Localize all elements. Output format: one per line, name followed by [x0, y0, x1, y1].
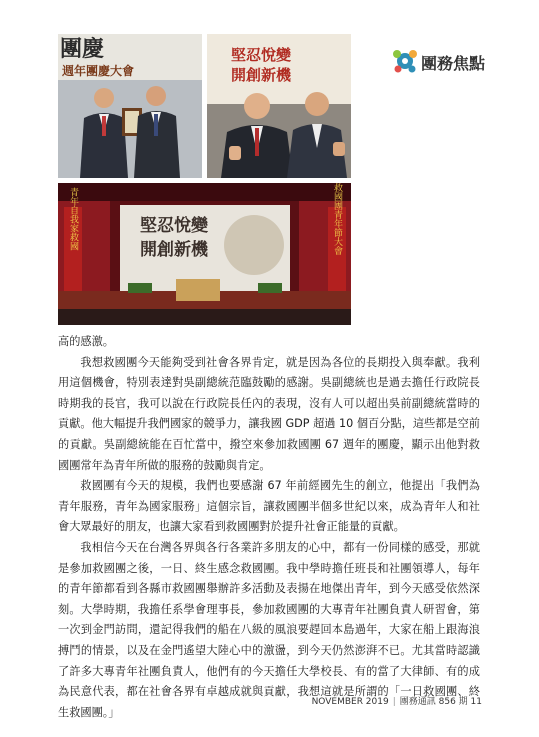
paragraph-2: 我想救國團今天能夠受到社會各界肯定，就是因為各位的長期投入與奉獻。我利用這個機會，特別表達對吳副總統范臨鼓勵的感謝。吳副總統也是過去擔任行政院長時期我的長官，我可以說在行政院長任內的表現，沒有人可以超出吳前副總統當時的貢獻。他大幅提升我們國家的競爭力，讓我國 GDP 超過 10 個百分點，這些都是空前的貢獻。吳副總統能在百忙當中，撥空來參加救國團 67 週年的團慶，顯示出他對救國團常年為青年所做的服務的鼓勵與肯定。: [58, 355, 480, 472]
paragraph-1: 高的感激。: [58, 335, 114, 348]
paragraph-4: 我相信今天在台灣各界與各行各業許多朋友的心中，都有一份同樣的感受，那就是參加救國團之後，一日、終生感念救國團。我中學時擔任班長和社團領導人，每年的青年節都看到各縣市救國團舉辦許多活動及表揚在地傑出青年，到今天感受依然深刻。大學時期，我擔任系學會理事長，參加救國團的大專青年社團負責人研習會，第一次到金門訪問，還記得我們的船在八級的風浪要趕回本島過年，大家在船上跟海浪搏鬥的情景，以及在金門遙望大陸心中的激盪，到今天仍然澎湃不已。尤其當時認識了許多大專青年社團負責人，他們有的今天擔任大學校長、有的當了大律師、有的成為民意代表，都在社會各界有卓越成就與貢獻，我想這就是所謂的「一日救國團、終生救國團。」: [58, 540, 480, 719]
page-number: 11: [470, 697, 482, 707]
section-logo-label: 團務焦點: [421, 54, 486, 73]
photo-stage-banner: [58, 183, 351, 325]
photo2-banner-line1: 堅忍悅變: [231, 46, 292, 64]
photo1-banner-large: 團慶: [60, 37, 105, 62]
photo-award-ceremony: [58, 34, 202, 178]
photo3-right-scroll: 救國團青年節大會: [332, 183, 342, 255]
page-footer: [300, 694, 482, 707]
photo2-banner-line2: 開創新機: [231, 66, 292, 84]
photo3-banner-line2: 開創新機: [140, 240, 208, 260]
photo3-banner-line1: 堅忍悅變: [140, 216, 208, 236]
photo-guests-thumbs-up: [207, 34, 351, 178]
footer-publication: 團務通訊 856 期: [399, 697, 468, 707]
photo3-left-scroll: 青年自我家救國: [68, 187, 78, 251]
section-logo-icon: [392, 48, 418, 74]
photo1-banner-text: 週年團慶大會: [62, 64, 135, 78]
paragraph-3: 救國團有今天的規模，我們也要感謝 67 年前經國先生的創立，他提出「我們為青年服務，青年為國家服務」這個宗旨，讓救國團半個多世紀以來，成為青年人和社會大眾最好的朋友，也讓大家看到救國團對於提升社會正能量的貢獻。: [58, 479, 480, 534]
article-body: [58, 332, 480, 723]
footer-date: NOVEMBER 2019: [311, 697, 389, 707]
section-logo: [392, 46, 492, 78]
footer-separator: |: [392, 697, 396, 707]
